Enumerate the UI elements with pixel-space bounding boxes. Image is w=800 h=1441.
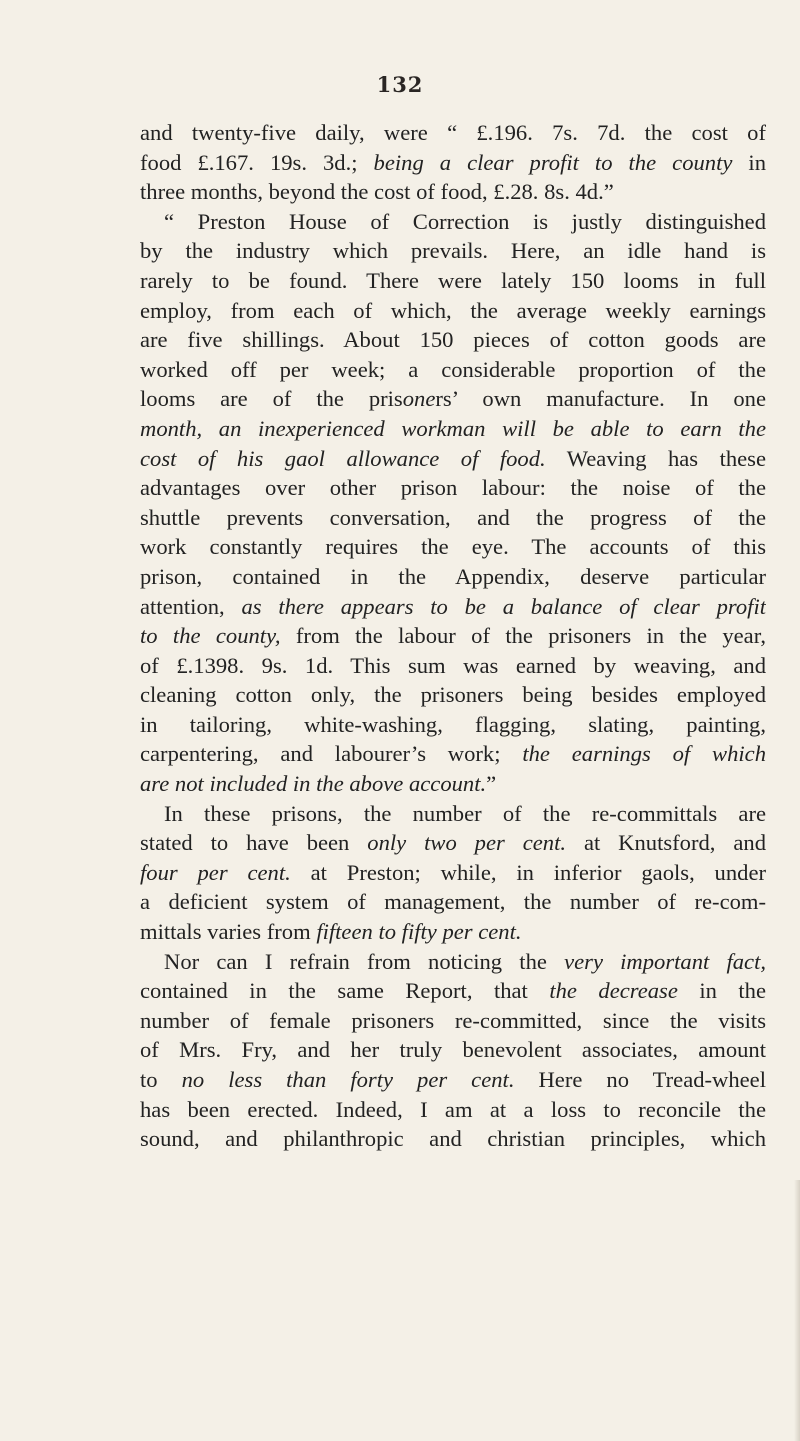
text-line: of £.1398. 9s. 1d. This sum was earned by weaving, and (140, 652, 766, 678)
text-line: has been erected. Indeed, I am at a loss to reconcile the (140, 1096, 766, 1122)
italic-phrase: as there appears to be a balance of clear profit (241, 593, 766, 619)
text-line: a deficient system of management, the number of re-com- (140, 889, 766, 915)
italic-phrase: only two per cent. (367, 830, 567, 856)
text-line: to no less than forty per cent. Here no Tread-wheel (140, 1067, 766, 1092)
text-line: attention, as there appears to be a balance of clear profit (140, 593, 766, 619)
italic-phrase: no less than forty per cent. (181, 1067, 515, 1092)
text-line: to the county, from the labour of the prisoners in the year, (140, 623, 766, 649)
italic-phrase: to the county, (140, 623, 281, 649)
text-line: are not included in the above account.” (140, 771, 497, 797)
italic-phrase: the decrease (549, 978, 678, 1004)
text-line: cost of his gaol allowance of food. Weaving has these (140, 445, 766, 471)
italic-phrase: the earnings of which (522, 741, 766, 767)
italic-phrase: being a clear profit to the county (373, 149, 733, 175)
italic-phrase: are not included in the above account. (140, 771, 487, 797)
text-line: and twenty-five daily, were “ £.196. 7s. 7d. the cost of (140, 120, 766, 145)
text-line: advantages over other prison labour: the noise of the (140, 475, 766, 501)
text-line: sound, and philanthropic and christian principles, which (140, 1126, 766, 1152)
text-line: food £.167. 19s. 3d.; being a clear profit to the county in (140, 149, 766, 175)
text-line: three months, beyond the cost of food, £.28. 8s. 4d.” (140, 179, 614, 205)
page-number: 132 (376, 72, 424, 97)
text-line: In these prisons, the number of the re-committals are (164, 800, 766, 826)
italic-phrase: one (402, 386, 436, 412)
text-line: looms are of the prisoners’ own manufacture. In one (140, 386, 766, 412)
text-line: carpentering, and labourer’s work; the earnings of which (140, 741, 766, 767)
body-text (140, 118, 766, 1154)
text-line: work constantly requires the eye. The accounts of this (140, 534, 766, 560)
text-line: mittals varies from fifteen to fifty per cent. (140, 919, 522, 945)
italic-phrase: fifteen to fifty per cent. (316, 919, 522, 945)
text-line: by the industry which prevails. Here, an idle hand is (140, 238, 766, 264)
text-line: Nor can I refrain from noticing the very important fact, (164, 948, 766, 974)
text-line: cleaning cotton only, the prisoners being besides employed (140, 682, 766, 708)
italic-phrase: month, an inexperienced workman will be able to earn the (140, 415, 766, 441)
text-line: contained in the same Report, that the decrease in the (140, 978, 766, 1004)
text-line: four per cent. at Preston; while, in inferior gaols, under (140, 859, 766, 885)
text-line: rarely to be found. There were lately 150 looms in full (140, 267, 766, 293)
text-line: prison, contained in the Appendix, deserve particular (140, 563, 766, 589)
text-line: “ Preston House of Correction is justly distinguished (164, 208, 766, 234)
italic-phrase: cost of his gaol allowance of food. (140, 445, 546, 471)
italic-phrase: four per cent. (140, 859, 291, 885)
text-line: number of female prisoners re-committed, since the visits (140, 1007, 766, 1033)
text-line (140, 414, 766, 444)
text-line: are five shillings. About 150 pieces of cotton goods are (140, 327, 766, 353)
italic-phrase: very important fact, (564, 948, 766, 974)
page-edge-shadow (794, 1180, 800, 1441)
text-line: shuttle prevents conversation, and the progress of the (140, 504, 766, 530)
text-line: of Mrs. Fry, and her truly benevolent associates, amount (140, 1037, 766, 1063)
text-line: stated to have been only two per cent. at Knutsford, and (140, 830, 766, 856)
text-line: worked off per week; a considerable proportion of the (140, 356, 766, 382)
text-line: employ, from each of which, the average weekly earnings (140, 297, 766, 323)
text-line: in tailoring, white-washing, flagging, slating, painting, (140, 711, 766, 737)
